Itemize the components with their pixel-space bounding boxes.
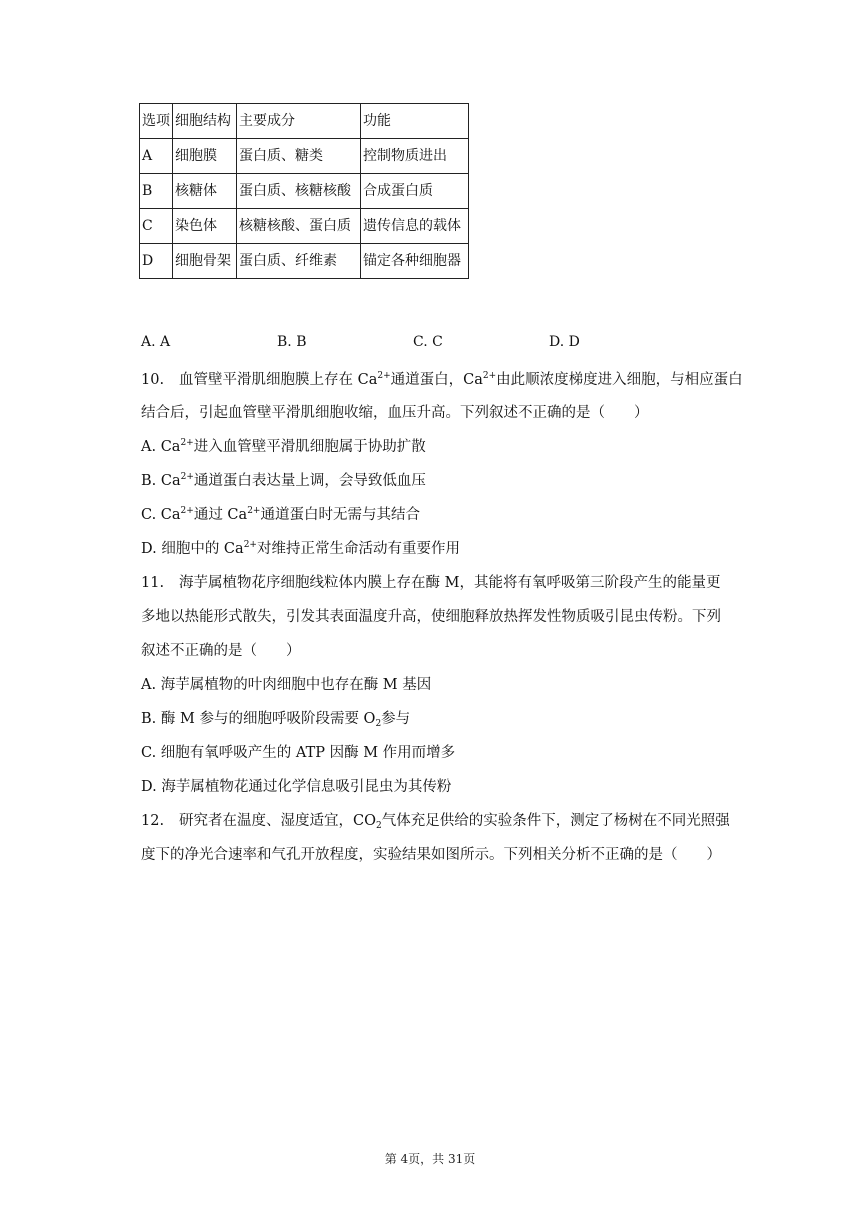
table-cell: 细胞骨架 [173,244,237,279]
table-header-cell: 主要成分 [237,104,361,139]
q12-stem-line-2: 度下的净光合速率和气孔开放程度，实验结果如图所示。下列相关分析不正确的是（ ） [141,847,721,863]
choice-c: C. C [413,334,443,350]
table-row [140,139,469,174]
table-cell: A [140,139,173,174]
table-header-row [140,104,469,139]
question-number: 10. [141,372,165,388]
q10-option-c: C. $Ca^{2+}$通过 $Ca^{2+}$通道蛋白时无需与其结合 [141,506,420,523]
q11-stem-line-1: 11. 海芋属植物花序细胞线粒体内膜上存在酶 M，其能将有氧呼吸第三阶段产生的能量更 [141,575,721,591]
table-cell: 细胞膜 [173,139,237,174]
table-cell: B [140,174,173,209]
table-header-cell: 细胞结构 [173,104,237,139]
table-cell: 蛋白质、核糖核酸 [237,174,361,209]
choice-a: A. A [141,334,171,350]
page-footer: 第 4页，共 31页 [384,1152,476,1166]
table-row [140,174,469,209]
q10-stem-line-2: 结合后，引起血管壁平滑肌细胞收缩，血压升高。下列叙述不正确的是（ ） [141,405,649,421]
table-cell: 染色体 [173,209,237,244]
q11-stem-line-2: 多地以热能形式散失，引发其表面温度升高，使细胞释放热挥发性物质吸引昆虫传粉。下列 [141,609,721,625]
q10-option-d: D. 细胞中的 $Ca^{2+}$对维持正常生命活动有重要作用 [141,540,460,557]
q10-option-a: A. $Ca^{2+}$进入血管壁平滑肌细胞属于协助扩散 [141,438,426,455]
q11-stem-line-3: 叙述不正确的是（ ） [141,643,301,659]
table-header-cell: 功能 [361,104,469,139]
table-row [140,209,469,244]
question-number: 11. [141,575,165,591]
choice-b: B. B [277,334,307,350]
q10-option-b: B. $Ca^{2+}$通道蛋白表达量上调，会导致低血压 [141,472,426,489]
table-cell: 合成蛋白质 [361,174,469,209]
q11-option-b: B. 酶 M 参与的细胞呼吸阶段需要 $O_2$参与 [141,711,411,729]
table-cell: 控制物质进出 [361,139,469,174]
options-table [139,103,469,279]
q11-option-a: A. 海芋属植物的叶肉细胞中也存在酶 M 基因 [141,677,432,693]
table-cell: 遗传信息的载体 [361,209,469,244]
table-header-cell: 选项 [140,104,173,139]
q12-stem-line-1: 12. 研究者在温度、湿度适宜，$CO_2$气体充足供给的实验条件下，测定了杨树在不同光照强 [141,813,730,831]
table-cell: 锚定各种细胞器 [361,244,469,279]
q11-option-d: D. 海芋属植物花通过化学信息吸引昆虫为其传粉 [141,779,452,795]
question-number: 12. [141,813,165,829]
q10-stem-line-1: 10. 血管壁平滑肌细胞膜上存在 $Ca^{2+}$通道蛋白，$Ca^{2+}$由此顺浓度梯度进入细胞，与相应蛋白 [141,371,743,388]
table-cell: 核糖核酸、蛋白质 [237,209,361,244]
q11-option-c: C. 细胞有氧呼吸产生的 ATP 因酶 M 作用而增多 [141,745,456,761]
table-cell: 蛋白质、糖类 [237,139,361,174]
table-cell: 核糖体 [173,174,237,209]
table-cell: C [140,209,173,244]
choice-d: D. D [549,334,580,350]
table-row [140,244,469,279]
table-cell: D [140,244,173,279]
q9-choices [141,334,701,354]
table-cell: 蛋白质、纤维素 [237,244,361,279]
